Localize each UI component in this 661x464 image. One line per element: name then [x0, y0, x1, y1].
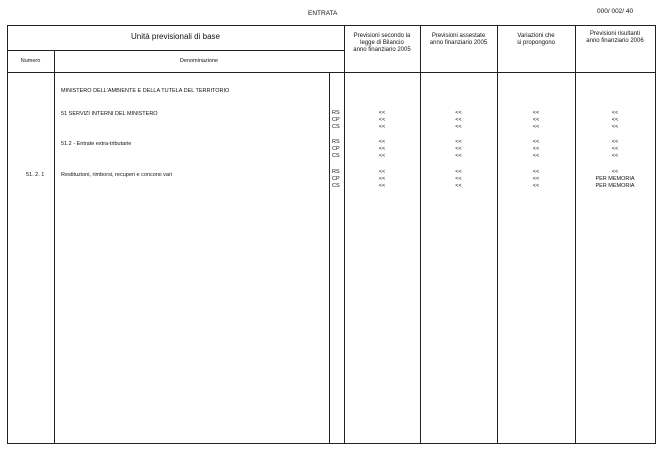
document-section-title: ENTRATA — [308, 10, 338, 17]
cell-value: << — [378, 153, 386, 159]
table-right-border — [655, 25, 656, 444]
ministry-title: MINISTERO DELL'AMBIENTE E DELLA TUTELA DEL TERRITORIO — [61, 88, 230, 94]
cell-value: << — [455, 176, 462, 182]
cell-value: << — [532, 176, 540, 182]
cell-value: << — [611, 169, 619, 175]
cell-value: << — [611, 153, 619, 159]
cell-value: << — [532, 124, 540, 130]
row-code: RS — [332, 169, 340, 175]
numero-column-divider — [54, 50, 55, 444]
column-header-previsioni-legge: Previsioni secondo la legge di Bilancio anno finanziario 2005 — [353, 33, 411, 53]
row-denominazione: 51 SERVIZI INTERNI DEL MINISTERO — [61, 111, 158, 117]
cell-value: << — [378, 110, 386, 116]
table-top-border — [7, 25, 655, 26]
page-code: 000/ 002/ 40 — [597, 8, 634, 15]
table-bottom-border — [7, 443, 655, 444]
row-code: RS — [332, 139, 340, 145]
cell-value: << — [532, 117, 540, 123]
cell-value: << — [378, 176, 386, 182]
cell-value: << — [455, 146, 462, 152]
column-header-denominazione: Denominazione — [179, 58, 219, 64]
cell-value: << — [378, 146, 386, 152]
cell-value: << — [455, 124, 462, 130]
cell-value: << — [532, 183, 540, 189]
table-left-border — [7, 25, 8, 444]
cell-value: << — [532, 139, 540, 145]
row-code: CS — [332, 124, 340, 130]
column-header-variazioni: Variazioni che si propongono — [516, 33, 556, 46]
row-code: CP — [332, 146, 340, 152]
row-code: CP — [332, 176, 340, 182]
cell-value-per-memoria: PER MEMORIA — [595, 183, 635, 189]
cell-value: << — [455, 169, 462, 175]
cell-value: << — [378, 139, 386, 145]
row-code: CS — [332, 183, 340, 189]
cell-value: << — [455, 139, 462, 145]
column-header-numero: Numero — [20, 58, 41, 64]
group-header-title: Unità previsionali di base — [131, 32, 220, 41]
row-code: RS — [332, 110, 340, 116]
cell-value: << — [611, 117, 619, 123]
column2-divider — [420, 25, 421, 444]
cell-value: << — [378, 117, 386, 123]
cell-value: << — [532, 110, 540, 116]
row-denominazione: Restituzioni, rimborsi, recuperi e concorsi vari — [61, 172, 172, 178]
row-numero: 51. 2. 1 — [26, 172, 45, 178]
cell-value: << — [611, 146, 619, 152]
cell-value: << — [455, 183, 462, 189]
column-header-previsioni-risultanti: Previsioni risultanti anno finanziario 2006 — [586, 31, 644, 44]
cell-value: << — [378, 169, 386, 175]
cell-value: << — [532, 153, 540, 159]
column3-divider — [497, 25, 498, 444]
row-code: CS — [332, 153, 340, 159]
cell-value: << — [611, 124, 619, 130]
cell-value-per-memoria: PER MEMORIA — [595, 176, 635, 182]
row-denominazione: 51.2 - Entrate extra-tributarie — [61, 141, 132, 147]
code-column-divider — [329, 72, 330, 444]
cell-value: << — [455, 153, 462, 159]
cell-value: << — [455, 117, 462, 123]
header-bottom-border — [7, 72, 655, 73]
column1-divider — [344, 25, 345, 444]
cell-value: << — [455, 110, 462, 116]
cell-value: << — [378, 124, 386, 130]
cell-value: << — [378, 183, 386, 189]
cell-value: << — [532, 169, 540, 175]
cell-value: << — [611, 110, 619, 116]
cell-value: << — [611, 139, 619, 145]
row-code: CP — [332, 117, 340, 123]
column4-divider — [575, 25, 576, 444]
group-header-divider — [7, 50, 344, 51]
cell-value: << — [532, 146, 540, 152]
column-header-previsioni-assestate: Previsioni assestate anno finanziario 2005 — [429, 33, 488, 46]
